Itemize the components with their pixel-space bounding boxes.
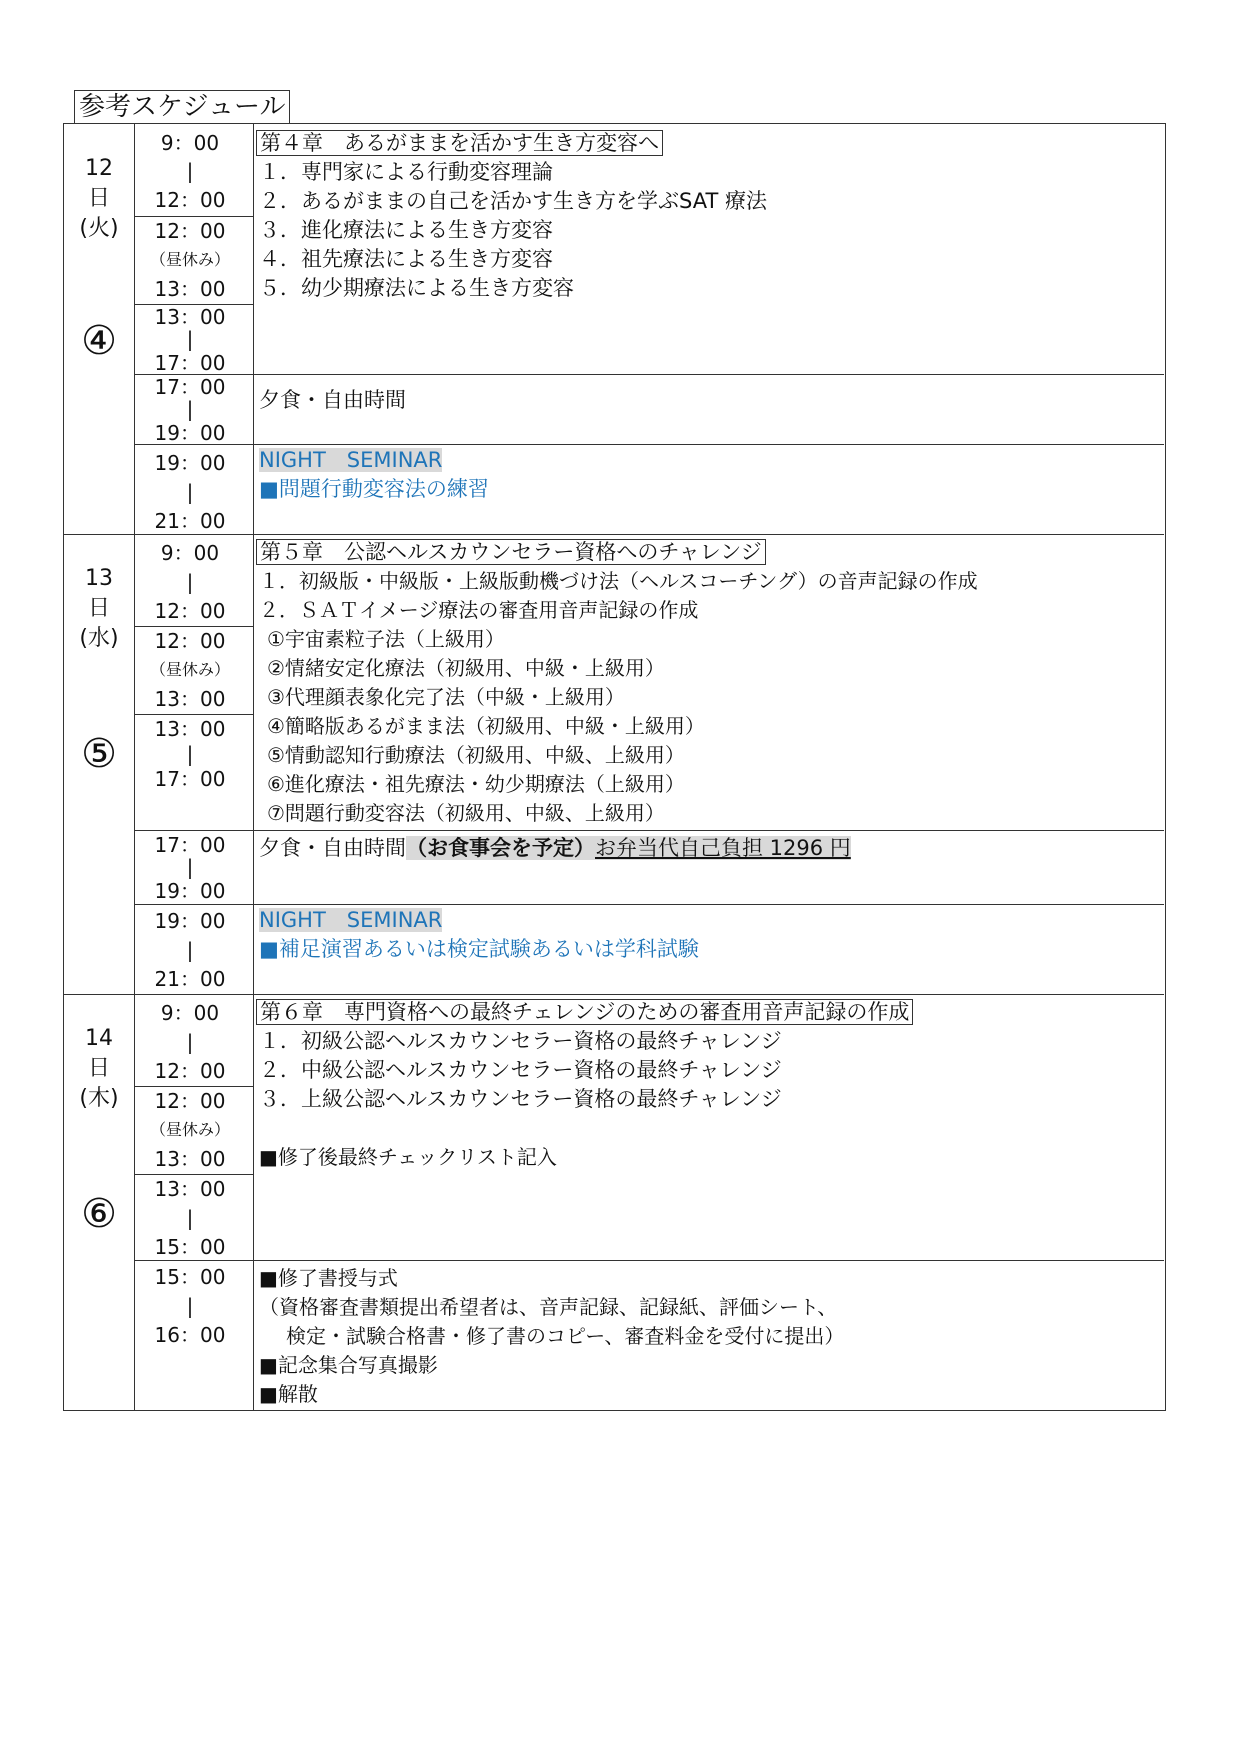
day-block-13	[64, 534, 1164, 994]
time-start: 12：00	[154, 629, 226, 653]
content-item: ④簡略版あるがまま法（初級用、中級・上級用）	[267, 714, 705, 738]
closing-item: ■解散	[259, 1382, 318, 1406]
time-start: 9：00	[160, 1001, 220, 1025]
checklist-item: ■修了後最終チェックリスト記入	[259, 1145, 557, 1169]
content-item: ３．上級公認ヘルスカウンセラー資格の最終チャレンジ	[259, 1087, 782, 1111]
page-title: 参考スケジュール	[74, 90, 290, 123]
content-item: １．専門家による行動変容理論	[259, 160, 553, 184]
schedule-table	[63, 123, 1166, 1411]
lunch-break-label: （昼休み）	[149, 660, 230, 679]
chapter-heading: 第６章 専門資格への最終チェレンジのための審査用音声記録の作成	[256, 999, 913, 1025]
dinner-cost: お弁当代自己負担 1296 円	[595, 836, 851, 860]
time-separator: |	[186, 480, 194, 504]
content-item: １．初級公認ヘルスカウンセラー資格の最終チャレンジ	[259, 1029, 782, 1053]
night-seminar-item: ■問題行動変容法の練習	[259, 477, 489, 501]
time-start: 13：00	[154, 1177, 226, 1201]
content-item: ①宇宙素粒子法（上級用）	[267, 627, 505, 651]
time-separator: |	[186, 1294, 194, 1318]
day-weekday: (水)	[79, 626, 119, 651]
time-start: 19：00	[154, 451, 226, 475]
time-separator: |	[186, 327, 194, 351]
time-end: 13：00	[154, 687, 226, 711]
time-end: 13：00	[154, 1147, 226, 1171]
time-separator: |	[186, 159, 194, 183]
content-item: １．初級版・中級版・上級版動機づけ法（ヘルスコーチング）の音声記録の作成	[259, 569, 978, 593]
time-end: 15：00	[154, 1235, 226, 1259]
time-separator: |	[186, 1206, 194, 1230]
day-date: 12	[85, 156, 113, 181]
time-separator: |	[186, 570, 194, 594]
dinner-text: 夕食・自由時間	[259, 388, 406, 412]
time-end: 19：00	[154, 879, 226, 903]
time-end: 12：00	[154, 188, 226, 212]
day-unit: 日	[87, 596, 110, 621]
chapter-heading: 第４章 あるがままを活かす生き方変容へ	[256, 130, 663, 156]
content-item: ５．幼少期療法による生き方変容	[259, 276, 574, 300]
content-item: ⑤情動認知行動療法（初級用、中級、上級用）	[267, 743, 685, 767]
closing-note: （資格審査書類提出希望者は、音声記録、記録紙、評価シート、	[259, 1295, 838, 1319]
closing-item: ■記念集合写真撮影	[259, 1353, 438, 1377]
day-block-12	[64, 124, 1164, 534]
day-unit: 日	[87, 1056, 110, 1081]
time-start: 15：00	[154, 1265, 226, 1289]
content-item: ⑦問題行動変容法（初級用、中級、上級用）	[267, 801, 665, 825]
session-number: ⑤	[81, 731, 117, 777]
day-weekday: (木)	[79, 1086, 119, 1111]
day-date: 13	[85, 566, 113, 591]
time-separator: |	[186, 742, 194, 766]
closing-note: 検定・試験合格書・修了書のコピー、審査料金を受付に提出）	[286, 1324, 845, 1348]
night-seminar-title: NIGHT SEMINAR	[259, 908, 443, 932]
time-end: 21：00	[154, 967, 226, 991]
content-item: ４．祖先療法による生き方変容	[259, 247, 553, 271]
time-end: 19：00	[154, 421, 226, 445]
time-end: 17：00	[154, 351, 226, 375]
dinner-note: （お食事会を予定）	[406, 836, 595, 860]
night-seminar-item: ■補足演習あるいは検定試験あるいは学科試験	[259, 937, 699, 961]
time-start: 9：00	[160, 541, 220, 565]
content-item: ⑥進化療法・祖先療法・幼少期療法（上級用）	[267, 772, 685, 796]
lunch-break-label: （昼休み）	[149, 1120, 230, 1139]
time-start: 13：00	[154, 305, 226, 329]
lunch-break-label: （昼休み）	[149, 250, 230, 269]
day-block-14	[64, 994, 1164, 1410]
time-separator: |	[186, 855, 194, 879]
time-end: 17：00	[154, 767, 226, 791]
night-seminar-title: NIGHT SEMINAR	[259, 448, 443, 472]
content-item: ２．中級公認ヘルスカウンセラー資格の最終チャレンジ	[259, 1058, 782, 1082]
chapter-heading: 第５章 公認ヘルスカウンセラー資格へのチャレンジ	[256, 539, 766, 565]
time-start: 17：00	[154, 833, 226, 857]
time-separator: |	[186, 1030, 194, 1054]
session-number: ④	[81, 318, 117, 364]
content-item: ②情緒安定化療法（初級用、中級・上級用）	[267, 656, 665, 680]
time-start: 9：00	[160, 131, 220, 155]
time-end: 13：00	[154, 277, 226, 301]
content-item: ２．あるがままの自己を活かす生き方を学ぶSAT 療法	[259, 189, 767, 213]
content-item: ３．進化療法による生き方変容	[259, 218, 553, 242]
time-end: 12：00	[154, 1059, 226, 1083]
time-start: 12：00	[154, 219, 226, 243]
time-start: 17：00	[154, 375, 226, 399]
day-date: 14	[85, 1026, 113, 1051]
session-number: ⑥	[81, 1191, 117, 1237]
day-weekday: (火)	[79, 216, 119, 241]
closing-item: ■修了書授与式	[259, 1266, 398, 1290]
time-end: 21：00	[154, 509, 226, 533]
time-end: 16：00	[154, 1323, 226, 1347]
time-start: 13：00	[154, 717, 226, 741]
content-item: ２．ＳＡＴイメージ療法の審査用音声記録の作成	[259, 598, 699, 622]
time-separator: |	[186, 938, 194, 962]
time-start: 12：00	[154, 1089, 226, 1113]
time-separator: |	[186, 397, 194, 421]
time-start: 19：00	[154, 909, 226, 933]
day-unit: 日	[87, 186, 110, 211]
time-end: 12：00	[154, 599, 226, 623]
dinner-text: 夕食・自由時間	[259, 836, 406, 860]
content-item: ③代理顔表象化完了法（中級・上級用）	[267, 685, 625, 709]
